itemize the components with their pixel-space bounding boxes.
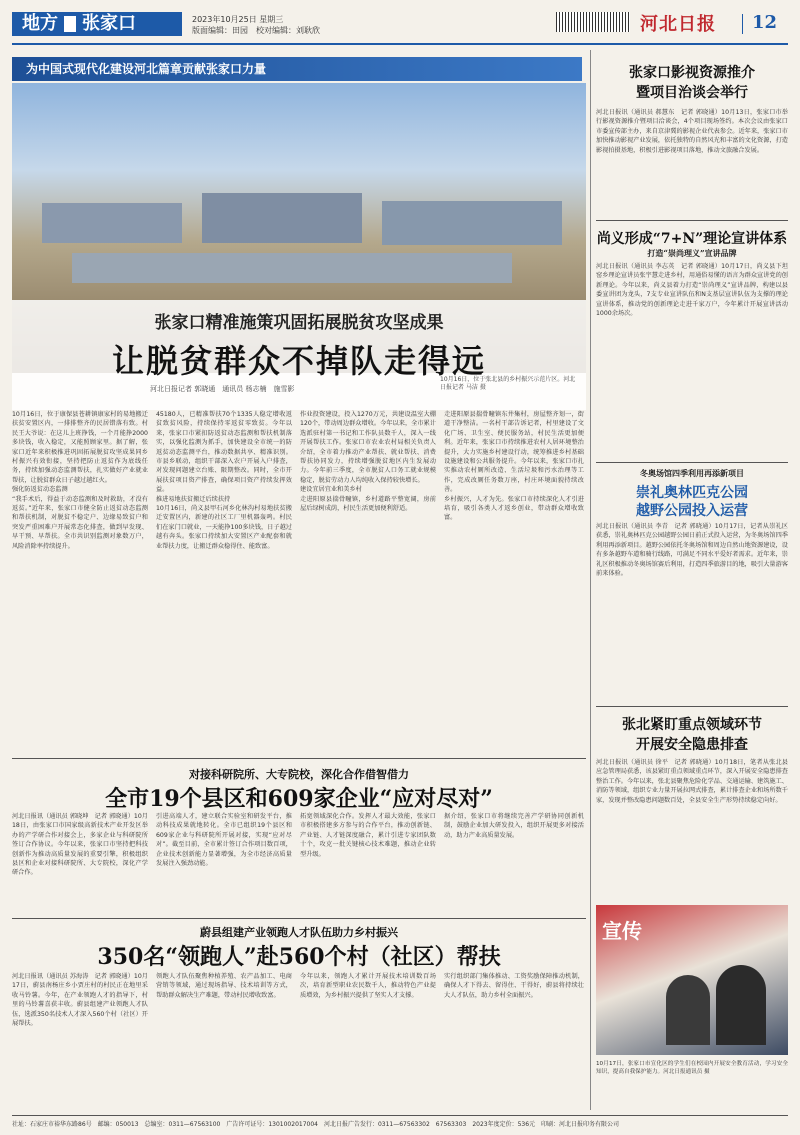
right4-headline: 张北紧盯重点领域环节 [622, 717, 762, 733]
issue-date: 2023年10月25日 星期三 [192, 15, 284, 24]
article2-column-1: 河北日报讯（通讯员 郭晓坤 记者 郭晓通）10月18日，由张家口市国家级高新技术产业开发区举办的产学研合作对接会上，多家企业与科研院所签订合作协议。今年以来，张家口市坚持把科技创新作为推动高质量发展的重要引擎，积极组织县区和企业对接科研院所、大专院校，深化产学研合作。 [12, 813, 148, 877]
page-footer: 社址：石家庄市裕华东路86号 邮编：050013 总编室：0311—67563100 广告许可证号：1301002017004 河北日报广告发行：0311—67563302 67563303 2023年度定价：536元 印刷：河北日报印务有限公司 [12, 1115, 788, 1128]
article3-column-3: 今年以来，领跑人才累计开展技术培训数百场次，培育新型职业农民数千人，推动特色产业提质增效，为乡村振兴提供了坚实人才支撑。 [300, 973, 436, 999]
main-column-4: 走进阳原县揣骨疃镇东井集村，房屋整齐划一，街道干净整洁。一名村干部告诉记者，村里建设了文化广场、卫生室、便民服务站，村民生活更加便利。近年来，张家口市持续推进农村人居环境整治提升，大力实施乡村建设行动，统筹推进乡村基础设施建设和公共服务提升。今年以来，张家口市扎实推动农村厕所改造、生活垃圾和污水治理等工作，完成改厕任务数万座，村庄环境面貌持续改善。 乡村振兴，人才为先。张家口市持续深化人才引进培育，吸引各类人才返乡创业，带动群众增收致富。 [444, 411, 584, 522]
article3-kicker: 蔚县组建产业领跑人才队伍助力乡村振兴 [200, 926, 398, 939]
right-column-rule [590, 50, 591, 1110]
main-headline: 让脱贫群众不掉队走得远 [111, 342, 486, 380]
students-photo [596, 905, 788, 1055]
main-column-1: 10月16日，位于康保县苍耕镇康家村的易地搬迁扶贫安置区内，一排排整齐的民居错落有致。村民王大爷说：在这儿上班挣钱，一个月能挣2000多块钱，收入稳定，又能照顾家里。据了解，张家口近年来积极推进巩固拓展脱贫攻坚成果同乡村振兴有效衔接，坚持把防止返贫作为底线任务，持续加强动态监测帮扶，扎实做好产业就业帮扶，让脱贫群众日子越过越红火。 强化防返贫动态监测 “我手术后，得益于动态监测和及时救助，才没有返贫。”近年来，张家口市健全防止返贫动态监测和帮扶机制，对脱贫不稳定户、边缘易致贫户和突发严重困难户开展常态化排查，做到早发现、早干预、早帮扶。全市共识别监测对象数万户，风险消除率持续提升。 [12, 411, 148, 550]
right3-kicker: 冬奥场馆四季利用再添新项目 [640, 468, 744, 478]
student-figure [666, 975, 710, 1045]
qr-code-icons [556, 12, 630, 32]
right3-body: 河北日报讯（通讯员 李青 记者 郭晓通）10月17日，记者从崇礼区获悉，崇礼奥林匹克公园越野公园日前正式投入运营，为冬奥场馆四季利用再添新项目。越野公园依托冬奥场馆和周边自然山地资源建设，设有多条越野车道和骑行线路，可满足不同水平爱好者需求。近年来，崇礼区积极推动冬奥场馆赛后利用，打造四季旅游目的地，吸引大量游客前来体验。 [596, 523, 788, 578]
right-divider [596, 706, 788, 707]
city-label: 张家口 [82, 13, 136, 34]
right4-headline-2: 开展安全隐患排查 [636, 737, 748, 753]
right2-subheadline: 打造“崇尚理义”宣讲品牌 [647, 248, 737, 258]
article2-column-4: 据介绍，张家口市将继续完善产学研协同创新机制，鼓励企业加大研发投入，组织开展更多对接活动，助力产业高质量发展。 [444, 813, 584, 839]
right3-headline: 崇礼奥林匹克公园 [636, 485, 748, 501]
logo-divider [742, 14, 743, 34]
header-rule [12, 43, 788, 45]
theme-banner: 为中国式现代化建设河北篇章贡献张家口力量 [12, 57, 582, 81]
students-photo-caption: 10月17日，张家口市宣化区的学生们在校园内开展安全教育活动，学习安全知识，提高自我保护能力。河北日报通讯员 摄 [596, 1061, 788, 1075]
photo-building-block [382, 201, 562, 245]
article2-column-2: 引进高端人才，建立联合实验室和研发平台，推动科技成果就地转化。全市已组织19个县区和609家企业与科研院所开展对接，实现“应对尽对”。截至目前，全市累计签订合作项目数百项，企业技术创新能力显著增强，为全市经济高质量发展注入强劲动能。 [156, 813, 292, 868]
main-subtitle: 张家口精准施策巩固拓展脱贫攻坚成果 [154, 313, 444, 333]
article3-column-4: 实行组织部门集体推动、工资奖励保障推动机制，确保人才下得去、留得住、干得好，蔚县将持续壮大人才队伍，助力乡村全面振兴。 [444, 973, 584, 999]
photo-building-block [42, 203, 182, 243]
article3-column-2: 领跑人才队伍聚焦种植养殖、农产品加工、电商营销等领域，通过现场指导、技术培训等方式，帮助群众解决生产难题，带动村民增收致富。 [156, 973, 292, 999]
newspaper-logo: 河北日报 [640, 14, 716, 35]
right-divider [596, 462, 788, 463]
article3-column-1: 河北日报讯（通讯员 苏海涛 记者 郭晓通）10月17日，蔚县南杨庄乡小贾庄村的村民正在地里采收马铃薯。今年，在产业领跑人才的指导下，村里的马铃薯喜获丰收。蔚县组建产业领跑人才队伍，选派350名技术人才深入560个村（社区）开展帮扶。 [12, 973, 148, 1028]
photo-building-block [72, 253, 512, 283]
section-tag [12, 12, 182, 36]
right2-body: 河北日报讯（通讯员 李志英 记者 郭晓通）10月17日，尚义县下坦窑乡理论宣讲员张宇慧走进乡村，用通俗易懂的语言为群众宣讲党的创新理论。今年以来，尚义县着力打造“崇尚理义”宣讲品牌，构建以县委宣讲团为龙头，7支专业宣讲队伍和N支基层宣讲队伍为支撑的理论宣讲体系，推动党的创新理论走进千家万户，今年累计开展宣讲活动1000余场次。 [596, 263, 788, 318]
right1-headline: 张家口影视资源推介 [629, 65, 755, 81]
photo-sign-text: 宣传 [602, 919, 642, 943]
article3-headline: 350名“领跑人”赴560个村（社区）帮扶 [97, 944, 501, 970]
tag-divider [64, 16, 76, 32]
main-byline: 河北日报记者 郭晓通 通讯员 杨志楠 施雪影 [150, 385, 295, 393]
dateline [192, 14, 320, 36]
page-number: 12 [752, 12, 778, 33]
right-divider [596, 220, 788, 221]
main-photo-caption: 10月16日，位于张北县的乡村振兴示范片区。河北日报记者 马洁 摄 [440, 376, 576, 391]
section-divider [12, 758, 586, 759]
photo-building-block [202, 193, 362, 243]
student-figure [716, 965, 766, 1045]
article2-headline: 全市19个县区和609家企业“应对尽对” [105, 786, 493, 812]
main-column-2: 45180人，已精准帮扶70个1335人稳定增收返贫致贫风险，持续保持零返贫零致贫。今年以来，张家口市紧扣防返贫动态监测和帮扶机制落实，以强化监测为抓手，加快建设全市统一的防返贫动态监测平台，推动数据共享、精准识别。市县乡联动，组织干部深入农户开展入户排查，对发现问题建立台账、限期整改。同时，全市开展扶贫项目资产排查，确保项目资产持续发挥效益。 推进易地扶贫搬迁后续扶持 10月16日，尚义县甲石河乡化林沟村易地扶贫搬迁安置区内，新建的社区工厂里机器轰鸣。村民们在家门口就业，一天能挣100多块钱，日子越过越有奔头。张家口持续加大安置区产业配套和就业帮扶力度，让搬迁群众稳得住、能致富。 [156, 411, 292, 550]
right2-headline: 尚义形成“7+N”理论宣讲体系 [596, 231, 788, 247]
article2-kicker: 对接科研院所、大专院校，深化合作借智借力 [189, 768, 409, 781]
main-column-3: 作业投资建设，投入1270万元，共建设温室大棚120个，带动周边群众增收。今年以来，全市累计选派驻村第一书记和工作队员数千人，深入一线开展帮扶工作。张家口市农业农村局相关负责人介绍，全市着力推动产业帮扶、就业帮扶、消费帮扶协同发力，持续增强脱贫地区内生发展动力。今年前三季度，全市脱贫人口务工就业规模稳定，脱贫劳动力人均纯收入保持较快增长。 建设宜居宜业和美乡村 走进阳原县揣骨疃镇，乡村道路平整宽阔，房前屋后绿树成荫，村民生活更加便利舒适。 [300, 411, 436, 513]
page-editors: 版面编辑：田园 校对编辑：刘耿欣 [192, 26, 320, 35]
section-divider [12, 918, 586, 919]
right4-body: 河北日报讯（通讯员 徐平 记者 郭晓通）10月18日，笔者从张北县应急管理局获悉，该县紧盯重点领域重点环节，深入开展安全隐患排查整治工作。今年以来，张北县聚焦危险化学品、交通运输、建筑施工、消防等领域，组织专业力量开展拉网式排查，累计排查企业和场所数千家，发现并整改隐患问题数百处，全县安全生产形势持续稳定向好。 [596, 759, 788, 804]
right1-headline-2: 暨项目治谈会举行 [636, 85, 748, 101]
section-label: 地方 [22, 13, 58, 34]
right3-headline-2: 越野公园投入运营 [636, 503, 748, 519]
article2-column-3: 拓宽领域深化合作。发挥人才最大效能，张家口市积极搭建多方参与的合作平台，推动创新链、产业链、人才链深度融合，累计引进专家团队数十个，攻克一批关键核心技术难题，推动企业转型升级。 [300, 813, 436, 858]
right1-body: 河北日报讯（通讯员 郝慧东 记者 郭晓通）10月13日，张家口市举行影视资源推介暨项目洽谈会，4个项目现场签约。本次会议由张家口市委宣传部主办，来自京津冀的影视企业代表参会。近年来，张家口市加快推动影视产业发展，依托独特的自然风光和丰富的文化资源，打造影视拍摄基地，积极引进影视项目落地，推动文旅融合发展。 [596, 109, 788, 154]
